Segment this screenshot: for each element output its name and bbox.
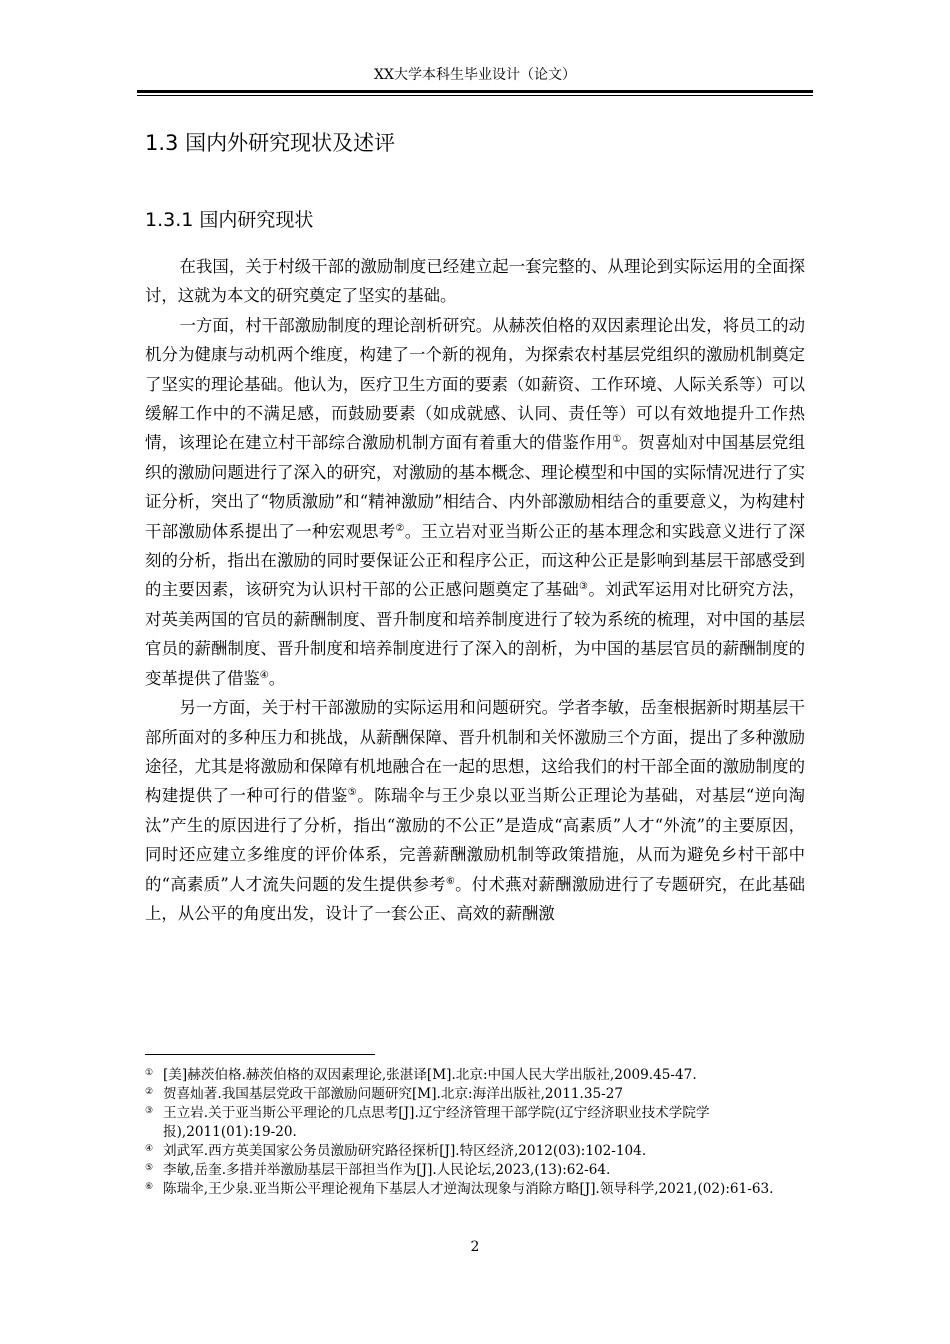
paragraph-text: 。付术燕对薪酬激励进行了专题研究，在此基础上，从公平的角度出发，设计了一套公正、高效的薪酬激 (145, 874, 806, 923)
footnote-text: 贺喜灿著.我国基层党政干部激励问题研究[M].北京:海洋出版社,2011.35-27 (163, 1086, 624, 1102)
footnote-reference[interactable]: ⑥ (445, 875, 456, 887)
footnote-text: [美]赫茨伯格.赫茨伯格的双因素理论,张湛译[M].北京:中国人民大学出版社,2009.45-47. (163, 1067, 697, 1083)
running-header: XX大学本科生毕业设计（论文） (374, 67, 576, 83)
paragraph-text: 一方面，村干部激励制度的理论剖析研究。从赫茨伯格的双因素理论出发，将员工的动机分为健康与动机两个维度，构建了一个新的视角，为探索农村基层党组织的激励机制奠定了坚实的理论基础。他认为，医疗卫生方面的要素（如薪资、工作环境、人际关系等）可以缓解工作中的不满足感，而鼓励要素（如成就感、认同、责任等）可以有效地提升工作热情，该理论在建立村干部综合激励机制方面有着重大的借鉴作用 (145, 315, 805, 453)
body-paragraph (145, 693, 805, 928)
body-paragraph (145, 252, 805, 311)
paragraph-text: 在我国，关于村级干部的激励制度已经建立起一套完整的、从理论到实际运用的全面探讨，这就为本文的研究奠定了坚实的基础。 (145, 257, 805, 306)
footnote-text: 陈瑞伞,王少泉.亚当斯公平理论视角下基层人才逆淘汰现象与消除方略[J].领导科学,2021,(02):61-63. (163, 1181, 774, 1197)
footnote-reference[interactable]: ③ (579, 581, 589, 593)
header-rule (137, 90, 813, 93)
footnote-item (145, 1104, 813, 1142)
footnote-item (145, 1161, 813, 1180)
footnote-mark: ③ (145, 1106, 154, 1116)
subsection-heading: 1.3.1 国内研究现状 (145, 209, 314, 231)
paragraph-text: 。王立岩对亚当斯公正的基本理念和实践意义进行了深刻的分析，指出在激励的同时要保证公正和程序公正，而这种公正是影响到基层干部感受到的主要因素，该研究为认识村干部的公正感问题奠定了基础 (145, 521, 806, 600)
footnote-text: 刘武军.西方英美国家公务员激励研究路径探析[J].特区经济,2012(03):102-104. (163, 1143, 647, 1159)
footnote-mark: ⑥ (145, 1182, 154, 1192)
section-heading: 1.3 国内外研究现状及述评 (145, 131, 396, 155)
footnote-reference[interactable]: ⑤ (347, 787, 358, 799)
footnote-item (145, 1066, 813, 1085)
header-rule-thin (137, 95, 813, 96)
footnote-item (145, 1180, 813, 1199)
footnote-reference[interactable]: ④ (259, 669, 269, 681)
footnote-separator (145, 1054, 375, 1055)
footnote-mark: ① (145, 1068, 154, 1078)
footnote-text: 王立岩.关于亚当斯公平理论的几点思考[J].辽宁经济管理干部学院(辽宁经济职业技术学院学报),2011(01):19-20. (163, 1105, 710, 1140)
footnote-mark: ② (145, 1087, 154, 1097)
paragraph-text: 。贺喜灿对中国基层党组织的激励问题进行了深入的研究，对激励的基本概念、理论模型和中国的实际情况进行了实证分析，突出了“物质激励”和“精神激励”相结合、内外部激励相结合的重要意义，为构建村干部激励体系提出了一种宏观思考 (145, 433, 806, 541)
paragraph-text: 。 (268, 668, 286, 688)
footnote-item (145, 1142, 813, 1161)
body-text (145, 252, 805, 928)
footnote-item (145, 1085, 813, 1104)
footnote-reference[interactable]: ① (612, 434, 622, 446)
body-paragraph (145, 311, 805, 693)
footnote-text: 李敏,岳奎.多措并举激励基层干部担当作为[J].人民论坛,2023,(13):62-64. (163, 1162, 611, 1178)
footnote-reference[interactable]: ② (395, 522, 405, 534)
paragraph-text: 。刘武军运用对比研究方法，对英美两国的官员的薪酬制度、晋升制度和培养制度进行了较为系统的梳理，对中国的基层官员的薪酬制度、晋升制度和培养制度进行了深入的剖析，为中国的基层官员的薪酬制度的变革提供了借鉴 (145, 580, 806, 688)
paragraph-text: 另一方面，关于村干部激励的实际运用和问题研究。学者李敏，岳奎根据新时期基层干部所面对的多种压力和挑战，从薪酬保障、晋升机制和关怀激励三个方面，提出了多种激励途径，尤其是将激励和保障有机地融合在一起的思想，这给我们的村干部全面的激励制度的构建提供了一种可行的借鉴 (145, 698, 805, 806)
page-number: 2 (470, 1239, 480, 1255)
footnotes (145, 1066, 813, 1199)
paragraph-text: 。陈瑞伞与王少泉以亚当斯公正理论为基础，对基层“逆向淘汰”产生的原因进行了分析，指出“激励的不公正”是造成“高素质”人才“外流”的主要原因，同时还应建立多维度的评价体系，完善薪酬激励机制等政策措施，从而为避免乡村干部中的“高素质”人才流失问题的发生提供参考 (145, 786, 805, 894)
footnote-mark: ⑤ (145, 1163, 154, 1173)
footnote-mark: ④ (145, 1144, 154, 1154)
